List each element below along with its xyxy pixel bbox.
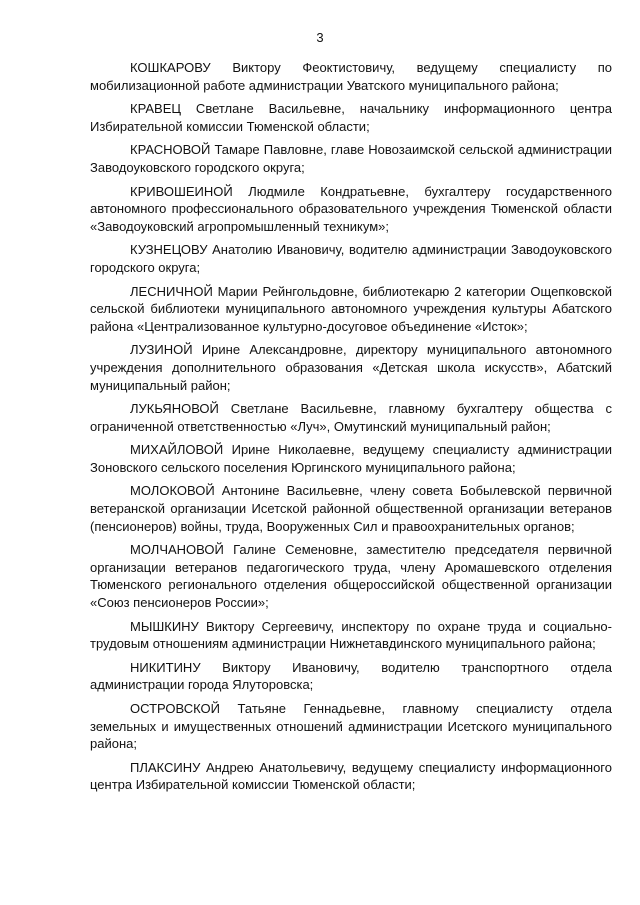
list-item: ПЛАКСИНУ Андрею Анатольевичу, ведущему специалисту информационного центра Избирательной комиссии Тюменской области; <box>90 759 612 793</box>
list-item: ОСТРОВСКОЙ Татьяне Геннадьевне, главному специалисту отдела земельных и имущественных отношений администрации Исетского муниципального района; <box>90 701 612 752</box>
list-item: МОЛЧАНОВОЙ Галине Семеновне, заместителю председателя первичной организации ветеранов педагогического труда, члену Аромашевского отделения Тюменского регионального отделения общероссийской общественной организации «Союз пенсионеров России»; <box>90 542 612 611</box>
list-item: КРИВОШЕИНОЙ Людмиле Кондратьевне, бухгалтеру государственного автономного профессионального образовательного учреждения Тюменской области «Заводоуковский агропромышленный техникум»; <box>90 183 612 234</box>
list-item: КРАСНОВОЙ Тамаре Павловне, главе Новозаимской сельской администрации Заводоуковского городского округа; <box>90 142 612 175</box>
list-item: МОЛОКОВОЙ Антонине Васильевне, члену совета Бобылевской первичной ветеранской организации Исетской районной общественной организации ветеранов (пенсионеров) войны, труда, Вооруженных Сил и правоохранительных органов; <box>90 483 612 534</box>
list-item: КУЗНЕЦОВУ Анатолию Ивановичу, водителю администрации Заводоуковского городского округа; <box>90 242 612 275</box>
list-item: КРАВЕЦ Светлане Васильевне, начальнику информационного центра Избирательной комиссии Тюменской области; <box>90 101 612 134</box>
list-item: ЛУЗИНОЙ Ирине Александровне, директору муниципального автономного учреждения дополнительного образования «Детская школа искусств», Абатский муниципальный район; <box>90 342 612 393</box>
list-item: КОШКАРОВУ Виктору Феоктистовичу, ведущему специалисту по мобилизационной работе администрации Уватского муниципального района; <box>90 60 612 93</box>
list-item: НИКИТИНУ Виктору Ивановичу, водителю транспортного отдела администрации города Ялуторовска; <box>90 659 612 693</box>
list-item: МЫШКИНУ Виктору Сергеевичу, инспектору по охране труда и социально-трудовым отношениям администрации Нижнетавдинского муниципального района; <box>90 618 612 652</box>
list-item: ЛУКЬЯНОВОЙ Светлане Васильевне, главному бухгалтеру общества с ограниченной ответственностью «Луч», Омутинский муниципальный район; <box>90 401 612 434</box>
list-item: ЛЕСНИЧНОЙ Марии Рейнгольдовне, библиотекарю 2 категории Ощепковской сельской библиотеки муниципального автономного учреждения культуры Абатского района «Централизованное культурно-досуговое объединение «Исток»; <box>90 283 612 334</box>
list-item: МИХАЙЛОВОЙ Ирине Николаевне, ведущему специалисту администрации Зоновского сельского поселения Юргинского муниципального района; <box>90 442 612 475</box>
document-body <box>90 59 612 800</box>
page-number: 3 <box>316 30 324 45</box>
